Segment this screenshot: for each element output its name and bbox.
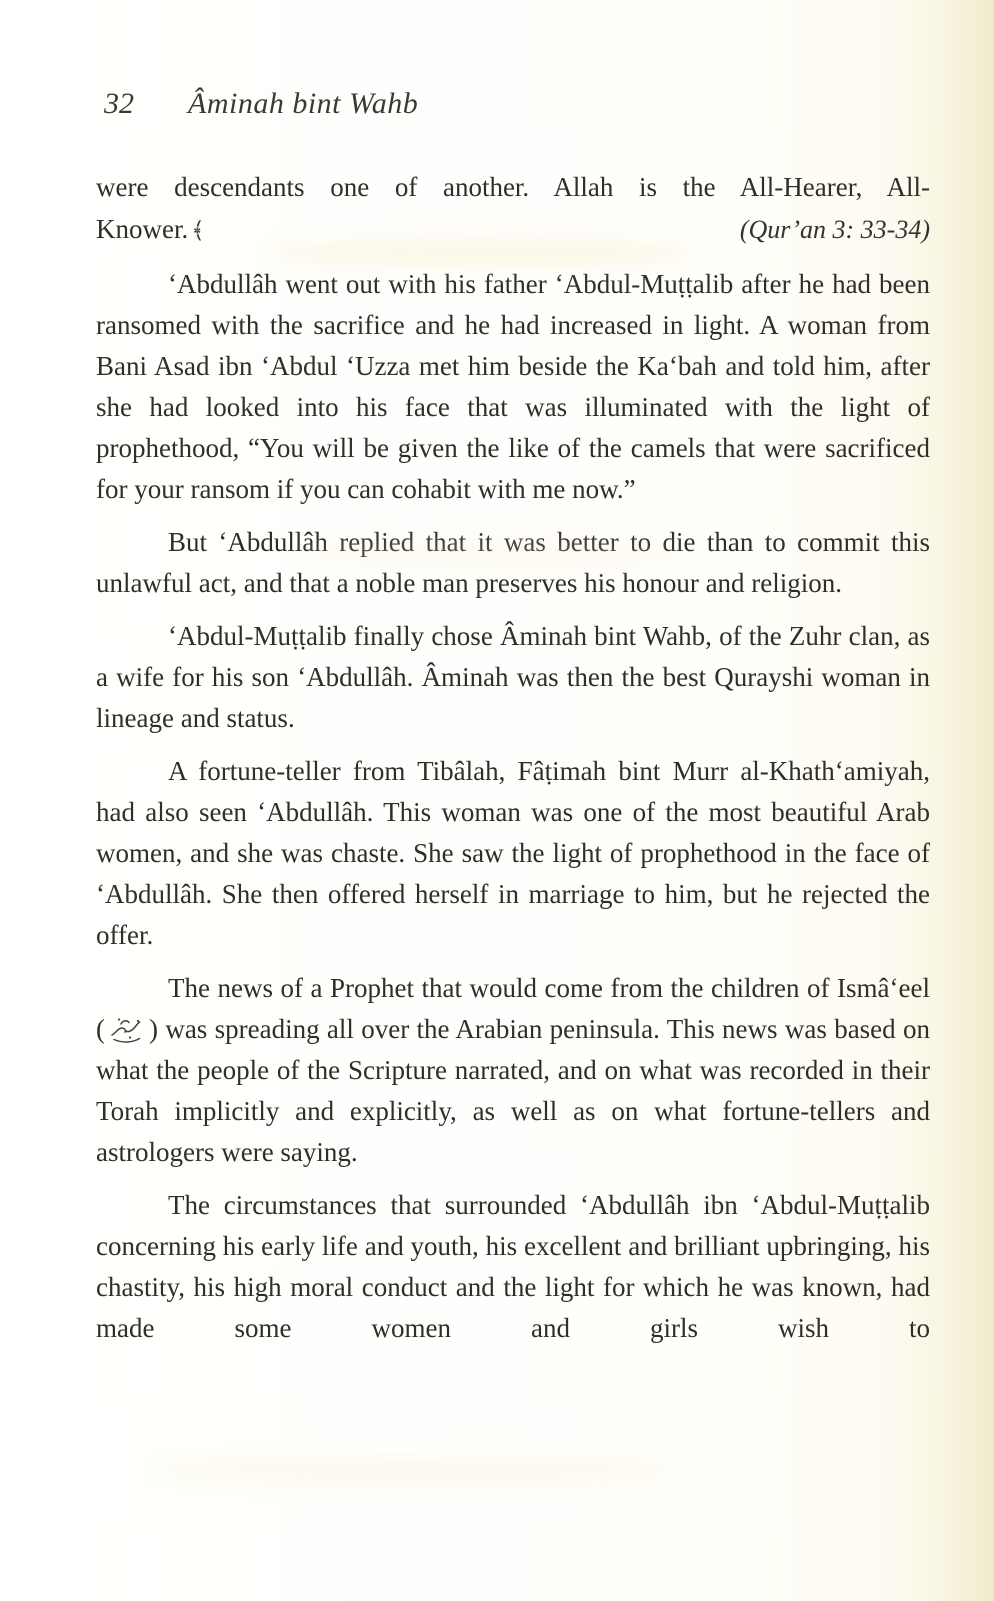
- page-number: 32: [104, 87, 134, 120]
- paragraph-text: The news of a Prophet that would come from the children of Ismâ‘eel (: [96, 973, 930, 1044]
- running-title: Âminah bint Wahb: [188, 87, 419, 120]
- paragraph-prophet-news: [96, 968, 930, 1173]
- page-header: [96, 86, 930, 122]
- paragraph-text: ) was spreading all over the Arabian peninsula. This news was based on what the people of the Scripture narrated, and on what was recorded in their Torah implicitly and explicitly, as well as on what fortune-tellers and astrologers were saying.: [96, 1014, 930, 1167]
- quran-closing-bracket-icon: ﴾: [191, 218, 205, 244]
- paragraph-circumstances: The circumstances that surrounded ‘Abdullâh ibn ‘Abdul-Muṭṭalib concerning his early life and youth, his excellent and brilliant upbringing, his chastity, his high moral conduct and the light for which he was known, had made some women and girls wish to: [96, 1190, 930, 1343]
- quote-word: Knower.: [96, 214, 189, 244]
- paragraph-abdullah-reply: But ‘Abdullâh replied that it was better to die than to commit this unlawful act, and that a noble man preserves his honour and religion.: [96, 527, 930, 598]
- paragraph-abdullah-ransom: ‘Abdullâh went out with his father ‘Abdul-Muṭṭalib after he had been ransomed with the sacrifice and he had increased in light. A woman from Bani Asad ibn ‘Abdul ‘Uzza met him beside the Ka‘bah and told him, after she had looked into his face that was illuminated with the light of prophethood, “You will be given the like of the camels that were sacrificed for your ransom if you can cohabit with me now.”: [96, 269, 930, 504]
- scan-artifact: [150, 1455, 670, 1485]
- quran-quote-end: [96, 166, 930, 252]
- alayhis-salam-calligraphy-icon: [108, 1015, 146, 1045]
- paragraph-fortune-teller: A fortune-teller from Tibâlah, Fâṭimah bint Murr al-Khath‘amiyah, had also seen ‘Abdullâh. This woman was one of the most beautiful Arab women, and she was chaste. She saw the light of prophethood in the face of ‘Abdullâh. She then offered herself in marriage to him, but he rejected the offer.: [96, 756, 930, 950]
- quote-text: [96, 208, 205, 252]
- quote-line: were descendants one of another. Allah is the All-Hearer, All-: [96, 172, 930, 202]
- quote-citation: (Qur’an 3: 33-34): [739, 215, 930, 244]
- paragraph-aminah-chosen: ‘Abdul-Muṭṭalib finally chose Âminah bint Wahb, of the Zuhr clan, as a wife for his son ‘Abdullâh. Âminah was then the best Qurayshi woman in lineage and status.: [96, 621, 930, 733]
- quote-last-line: [96, 208, 930, 252]
